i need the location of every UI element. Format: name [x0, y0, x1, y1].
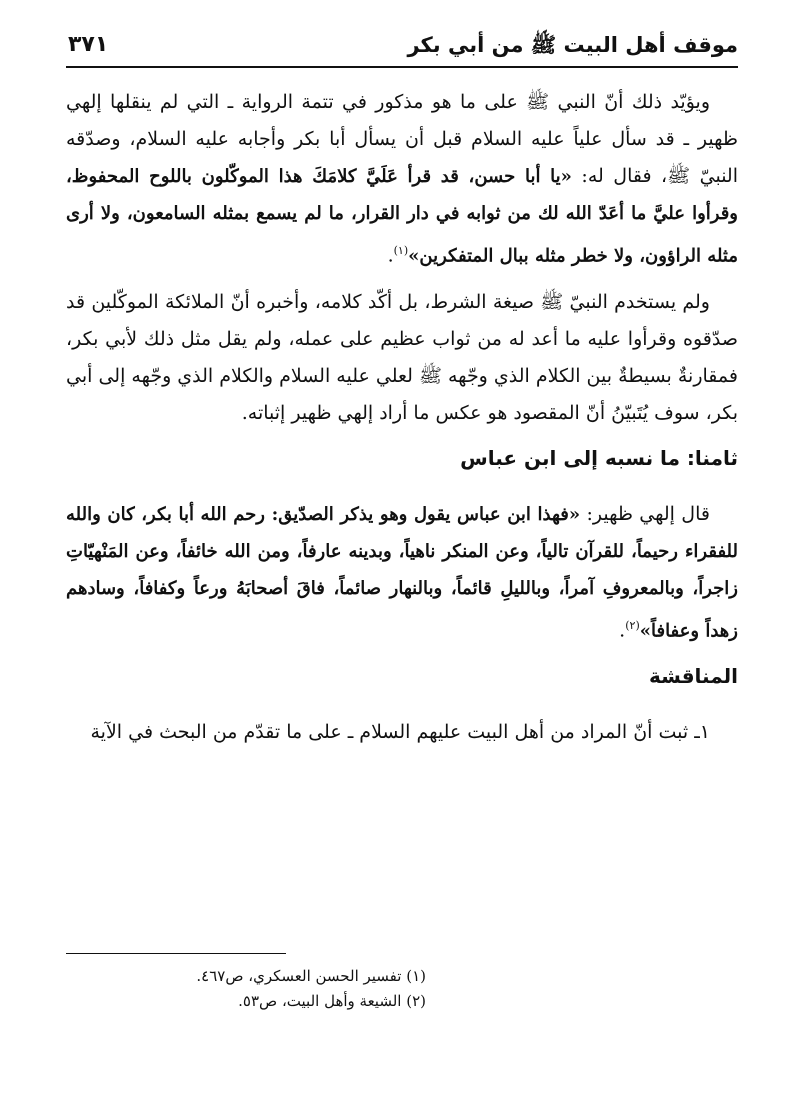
footnote-rule	[66, 953, 286, 954]
paragraph-3-quote: «فهذا ابن عباس يقول وهو يذكر الصدّيق: رحم الله أبا بكر، كان والله للفقراء رحيماً، للقرآن تالياً، وعن المنكر ناهياً، وبدينه عارفاً، ومن الله خائفاً، وعن المَنْهيّاتِ زاجراً، وبالمعروفِ آمراً، وبالليلِ قائماً، وبالنهار صائماً، فاقَ أصحابَهُ ورعاً وكفافاً، وسادهم زهداً وعفافاً»	[66, 504, 738, 642]
footnotes	[66, 964, 426, 1014]
header-rule	[66, 66, 738, 68]
footnote-ref-2: (٢)	[625, 619, 640, 633]
footnote-1: (١) تفسير الحسن العسكري، ص٤٦٧.	[196, 967, 426, 985]
section-heading-discussion: المناقشة	[648, 663, 738, 688]
running-title: موقف أهل البيت ﷺ من أبي بكر	[407, 33, 738, 57]
paragraph-1-text: ويؤيّد ذلك أنّ النبي ﷺ على ما هو مذكور في تتمة الرواية ـ التي لم ينقلها إلهي ظهير ـ قد سأل علياً عليه السلام قبل أن يسأل أبا بكر وأجابه عليه السلام، وصدّقه النبيّ ﷺ، فقال له:	[66, 91, 738, 187]
paragraph-1	[66, 84, 738, 274]
section-heading-eighth: ثامنا: ما نسبه إلى ابن عباس	[460, 446, 738, 471]
paragraph-3-end: .	[619, 619, 626, 642]
paragraph-2	[66, 284, 738, 432]
book-page	[66, 28, 738, 1088]
footnote-2: (٢) الشيعة وأهل البيت، ص٥٣.	[238, 992, 426, 1010]
footnote-ref-1: (١)	[393, 244, 409, 257]
page-number: ٣٧١	[68, 32, 109, 57]
paragraph-2-text: ولم يستخدم النبيّ ﷺ صيغة الشرط، بل أكّد كلامه، وأخبره أنّ الملائكة الموكّلين قد صدّقوه وقرأوا عليه ما أعد له من ثواب عظيم على عمله، ولم يقل مثل ذلك لأبي بكر، فمقارنةٌ بسيطةٌ بين الكلام الذي وجّهه ﷺ لعلي عليه السلام والكلام الذي وجّهه إلى أبي بكر، سوف يُتَبيّنُ أنّ المقصود هو عكس ما أراد إلهي ظهير إثباته.	[66, 291, 738, 425]
page-body	[66, 84, 738, 761]
paragraph-1-quote: «يا أبا حسن، قد قرأ عَلَيَّ كلامَكَ هذا الموكّلون باللوح المحفوظ، وقرأوا عليَّ ما أعَدّ الله لك من ثوابه في دار القرار، ما لم يسمع بمثله السامعون، ولا أرى مثله الراؤون، ولا خطر مثله ببال المتفكرين»	[66, 166, 738, 267]
paragraph-3-text: قال إلهي ظهير:	[580, 503, 710, 526]
page-header	[66, 28, 738, 68]
paragraph-4: ١ـ ثبت أنّ المراد من أهل البيت عليهم السلام ـ على ما تقدّم من البحث في الآية	[90, 720, 710, 743]
paragraph-3	[66, 496, 738, 649]
paragraph-1-end: .	[387, 244, 394, 267]
